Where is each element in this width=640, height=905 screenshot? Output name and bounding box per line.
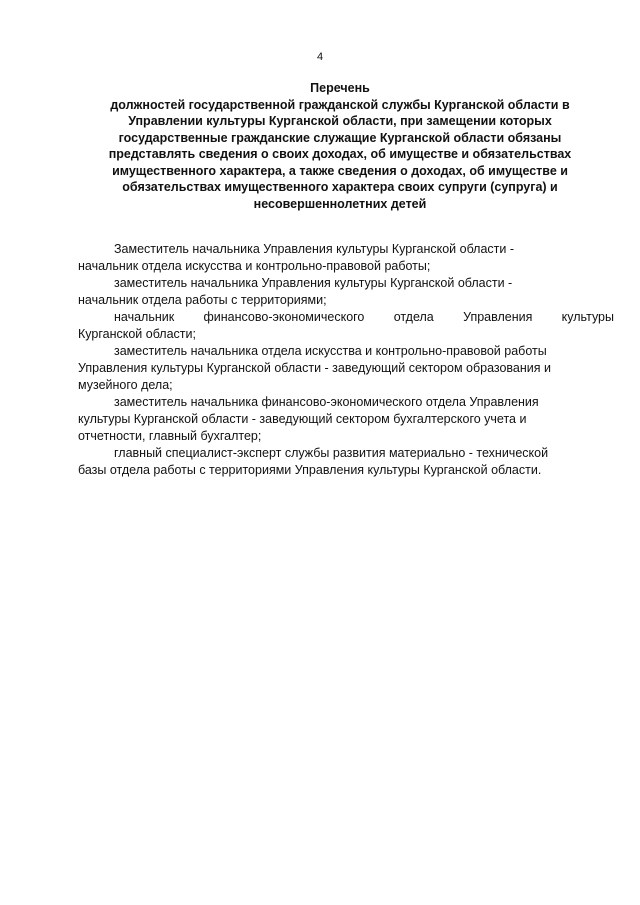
page-number: 4 bbox=[316, 51, 324, 63]
list-item bbox=[78, 309, 614, 343]
item-line: Курганской области; bbox=[78, 326, 196, 341]
list-item bbox=[78, 241, 614, 275]
item-line: начальник отдела работы с территориями; bbox=[78, 292, 327, 307]
item-line: отчетности, главный бухгалтер; bbox=[78, 428, 262, 443]
list-item bbox=[78, 445, 614, 479]
heading-line: имущественного характера, а также сведения о доходах, об имуществе и bbox=[112, 163, 568, 178]
item-line: главный специалист-эксперт службы развития материально - технической bbox=[114, 446, 549, 461]
positions-list bbox=[78, 241, 614, 479]
item-line: базы отдела работы с территориями Управления культуры Курганской области. bbox=[78, 462, 542, 477]
list-item bbox=[78, 394, 614, 444]
item-line: заместитель начальника отдела искусства и контрольно-правовой работы bbox=[114, 344, 547, 359]
heading-line: государственные гражданские служащие Курганской области обязаны bbox=[118, 130, 562, 145]
item-line: культуры Курганской области - заведующий сектором бухгалтерского учета и bbox=[78, 411, 527, 426]
document-heading bbox=[70, 80, 610, 212]
list-item bbox=[78, 343, 614, 393]
item-line: заместитель начальника финансово-экономического отдела Управления bbox=[114, 395, 539, 410]
item-word: Управления bbox=[463, 310, 533, 325]
item-line-justified bbox=[78, 309, 614, 326]
item-line: Заместитель начальника Управления культуры Курганской области - bbox=[114, 242, 515, 256]
heading-line: несовершеннолетних детей bbox=[253, 196, 427, 211]
heading-line: должностей государственной гражданской службы Курганской области в bbox=[110, 97, 570, 112]
item-line: Управления культуры Курганской области - заведующий сектором образования и bbox=[78, 361, 551, 376]
item-line: заместитель начальника Управления культуры Курганской области - bbox=[114, 276, 513, 291]
list-item bbox=[78, 275, 614, 309]
heading-title: Перечень bbox=[310, 81, 370, 95]
heading-line: Управлении культуры Курганской области, при замещении которых bbox=[128, 114, 552, 128]
heading-line: обязательствах имущественного характера своих супруги (супруга) и bbox=[122, 180, 558, 194]
item-word: финансово-экономического bbox=[203, 310, 365, 325]
item-line: музейного дела; bbox=[78, 377, 173, 392]
item-word: отдела bbox=[393, 310, 434, 325]
item-line: начальник отдела искусства и контрольно-правовой работы; bbox=[78, 258, 431, 273]
item-word: культуры bbox=[561, 310, 614, 325]
heading-line: представлять сведения о своих доходах, об имуществе и обязательствах bbox=[108, 147, 572, 161]
item-word: начальник bbox=[114, 310, 175, 325]
